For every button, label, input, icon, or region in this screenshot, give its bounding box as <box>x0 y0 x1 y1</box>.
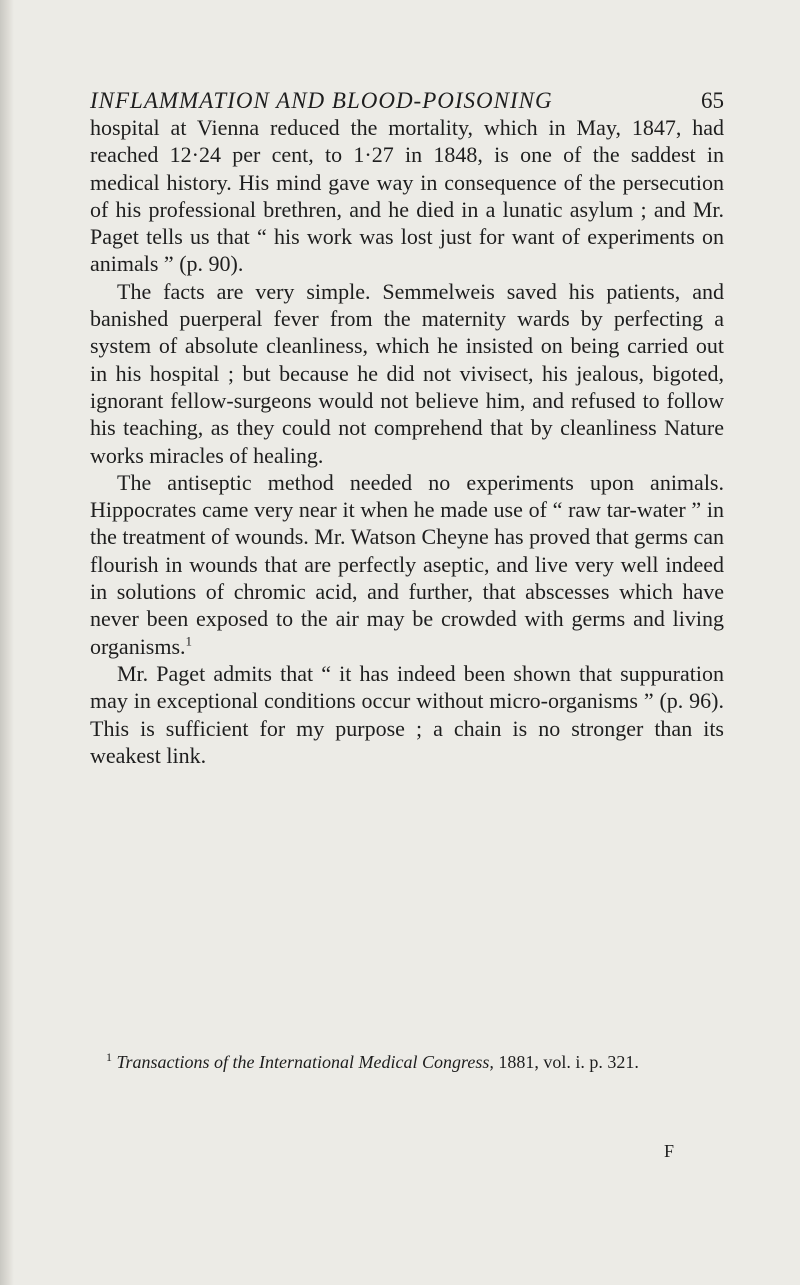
paragraph <box>90 660 724 769</box>
footnote-reference: 1 <box>185 633 193 649</box>
footnote-title: Transactions of the International Medical Congress, <box>116 1052 494 1072</box>
paragraph <box>90 114 724 278</box>
paragraph-text: The facts are very simple. Semmelweis saved his patients, and banished puerperal fever from the maternity wards by perfecting a system of absolute cleanliness, which he insisted on being carried out in his hospital ; but because he did not vivisect, his jealous, bigoted, ignorant fellow-surgeons would not believe him, and refused to follow his teaching, as they could not comprehend that by cleanliness Nature works miracles of healing. <box>90 278 724 468</box>
footnote-text: 1881, vol. i. p. 321. <box>493 1052 639 1072</box>
book-spine-shadow <box>0 0 14 1285</box>
footnote-mark: 1 <box>106 1050 112 1064</box>
paragraph <box>90 278 724 469</box>
body-text <box>90 114 724 769</box>
signature-mark: F <box>664 1141 675 1161</box>
paragraph-text: hospital at Vienna reduced the mortality, which in May, 1847, had reached 12·24 per cent, to 1·27 in 1848, is one of the saddest in medical history. His mind gave way in consequence of the persecution of his professional brethren, and he died in a lunatic asylum ; and Mr. Paget tells us that “ his work was lost just for want of experiments on animals ” (p. 90). <box>90 115 724 277</box>
footnote <box>90 1052 724 1073</box>
paragraph-text: The antiseptic method needed no experiments upon animals. Hippocrates came very near it when he made use of “ raw tar-water ” in the treatment of wounds. Mr. Watson Cheyne has proved that germs can flourish in wounds that are perfectly aseptic, and live very well indeed in solutions of chromic acid, and further, that abscesses which have never been exposed to the air may be crowded with germs and living organisms. <box>90 469 724 659</box>
page-number: 65 <box>701 88 724 113</box>
running-title: INFLAMMATION AND BLOOD-POISONING <box>90 88 553 113</box>
paragraph <box>90 469 724 660</box>
paragraph-text: Mr. Paget admits that “ it has indeed been shown that suppuration may in exceptional conditions occur without micro-organisms ” (p. 96). This is sufficient for my purpose ; a chain is no stronger than its weakest link. <box>90 660 724 768</box>
